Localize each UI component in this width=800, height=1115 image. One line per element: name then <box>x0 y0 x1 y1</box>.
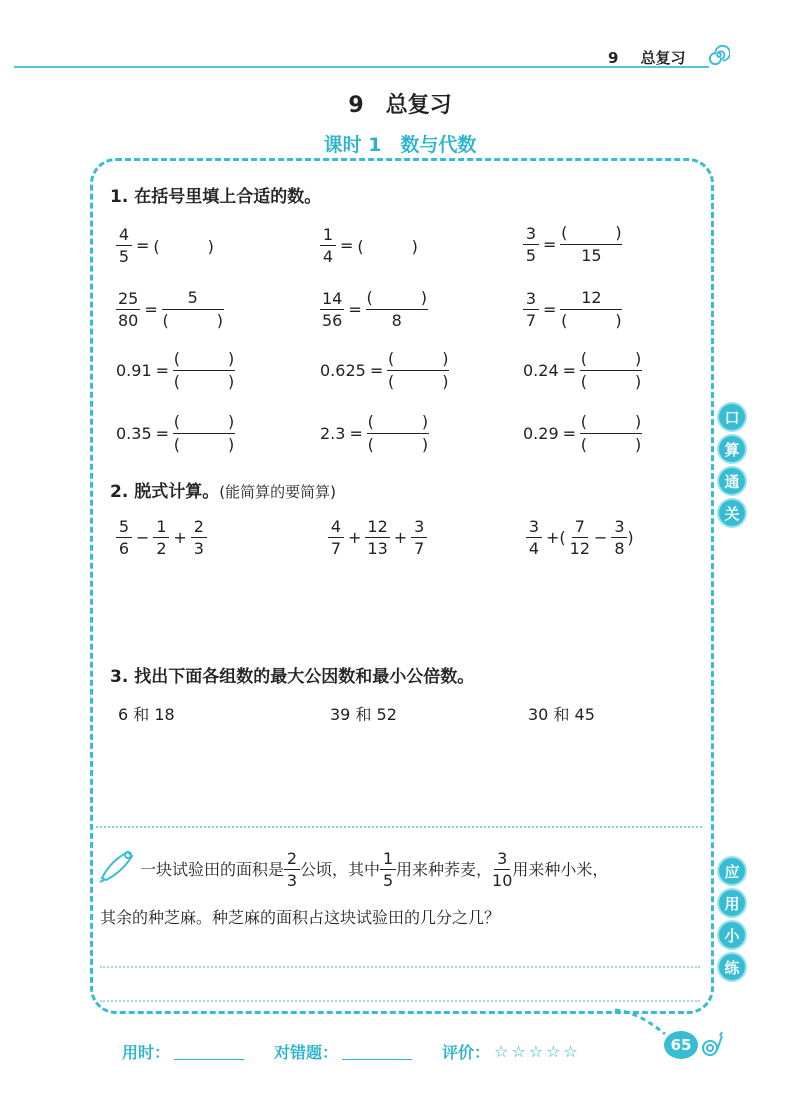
q1-r1-item-3: $\frac{3}{5}$ = ( ) 15 <box>523 222 622 267</box>
swirl-icon <box>708 44 730 66</box>
answer-blank[interactable]: ( ) <box>367 435 429 454</box>
q1-r2-item-3: $\frac{3}{7}$ = 12 ( ) <box>523 287 622 332</box>
q2-expression-3: $\frac{3}{4}$ +( $\frac{7}{12}$ − $\frac{3}{8}$ ) <box>526 516 634 559</box>
answer-blank[interactable]: ( ) <box>173 372 235 391</box>
footer-evaluation <box>122 1040 581 1063</box>
application-problem-line-2: 其余的种芝麻。种芝麻的面积占这块试验田的几分之几？ <box>100 908 501 927</box>
application-problem-line-1: 一块试验田的面积是 $\frac{2}{3}$ 公顷，其中 $\frac{1}{5}$ 用来种荞麦， $\frac{3}{10}$ 用来种小米， <box>140 849 609 890</box>
page-title: 9 总复习 <box>348 93 452 118</box>
answer-blank[interactable]: ( ) <box>366 287 428 310</box>
section-divider <box>96 826 702 828</box>
lesson-subtitle: 课时 1 数与代数 <box>323 134 477 156</box>
answer-blank[interactable]: ( ) <box>580 372 642 391</box>
side-tab-application: 应 用 小 练 <box>716 858 748 986</box>
snail-icon <box>700 1030 724 1058</box>
answer-blank[interactable]: ( ) <box>357 237 418 256</box>
q1-r3-item-3: 0.24 = ( ) ( ) <box>523 349 642 391</box>
answer-blank[interactable]: ( ) <box>387 372 449 391</box>
q1-r3-item-2: 0.625 = ( ) ( ) <box>320 349 449 391</box>
question-2-heading: 2. 脱式计算。(能简算的要简算) <box>110 482 336 502</box>
rating-label: 评价： <box>442 1043 491 1062</box>
page-number: 65 <box>664 1031 698 1059</box>
question-1-heading: 1. 在括号里填上合适的数。 <box>110 187 322 207</box>
frame-tail-decoration <box>615 1008 675 1038</box>
answer-line[interactable] <box>100 1000 700 1002</box>
question-2-note: (能简算的要简算) <box>219 483 336 501</box>
time-label: 用时： <box>122 1043 171 1062</box>
answer-blank[interactable]: ( ) <box>580 435 642 454</box>
q1-r4-item-1: 0.35 = ( ) ( ) <box>116 412 235 454</box>
question-3-heading: 3. 找出下面各组数的最大公因数和最小公倍数。 <box>110 667 475 687</box>
q2-expression-1: $\frac{5}{6}$ − $\frac{1}{2}$ + $\frac{2}{3}$ <box>116 516 207 559</box>
pen-icon <box>98 848 138 884</box>
header-chapter-number: 9 <box>608 49 619 67</box>
answer-blank[interactable]: ( ) <box>560 222 622 245</box>
q2-expression-2: $\frac{4}{7}$ + $\frac{12}{13}$ + $\frac{3}{7}$ <box>328 516 427 559</box>
q1-r3-item-1: 0.91 = ( ) ( ) <box>116 349 235 391</box>
q1-r1-item-1: $\frac{4}{5}$ = ( ) <box>116 224 214 267</box>
answer-blank[interactable]: ( ) <box>173 411 235 434</box>
running-header <box>608 47 685 68</box>
q1-r2-item-1: $\frac{25}{80}$ = 5 ( ) <box>118 288 224 330</box>
q3-pair-3: 30 和 45 <box>528 705 595 724</box>
q1-r4-item-2: 2.3 = ( ) ( ) <box>320 412 429 454</box>
rating-stars[interactable]: ☆☆☆☆☆ <box>494 1042 581 1061</box>
q1-r4-item-3: 0.29 = ( ) ( ) <box>523 412 642 454</box>
answer-blank[interactable]: ( ) <box>173 348 235 371</box>
side-tab-oral-calc: 口 算 通 关 <box>716 404 748 532</box>
header-rule <box>14 66 709 68</box>
answer-blank[interactable]: ( ) <box>387 348 449 371</box>
answer-blank[interactable]: ( ) <box>367 411 429 434</box>
answer-blank[interactable]: ( ) <box>561 311 622 330</box>
q3-pair-1: 6 和 18 <box>118 705 175 724</box>
answer-blank[interactable]: ( ) <box>580 348 642 371</box>
answer-blank[interactable]: ( ) <box>580 411 642 434</box>
q1-r2-item-2: $\frac{14}{56}$ = ( ) 8 <box>322 288 428 330</box>
q3-pair-2: 39 和 52 <box>330 705 397 724</box>
errors-blank[interactable] <box>342 1043 412 1060</box>
answer-blank[interactable]: ( ) <box>162 311 224 330</box>
q1-r1-item-2: $\frac{1}{4}$ = ( ) <box>320 224 418 267</box>
answer-line[interactable] <box>100 966 700 968</box>
time-blank[interactable] <box>174 1043 244 1060</box>
errors-label: 对错题： <box>274 1043 339 1062</box>
answer-blank[interactable]: ( ) <box>153 237 214 256</box>
header-chapter-name: 总复习 <box>640 49 686 67</box>
answer-blank[interactable]: ( ) <box>173 435 235 454</box>
